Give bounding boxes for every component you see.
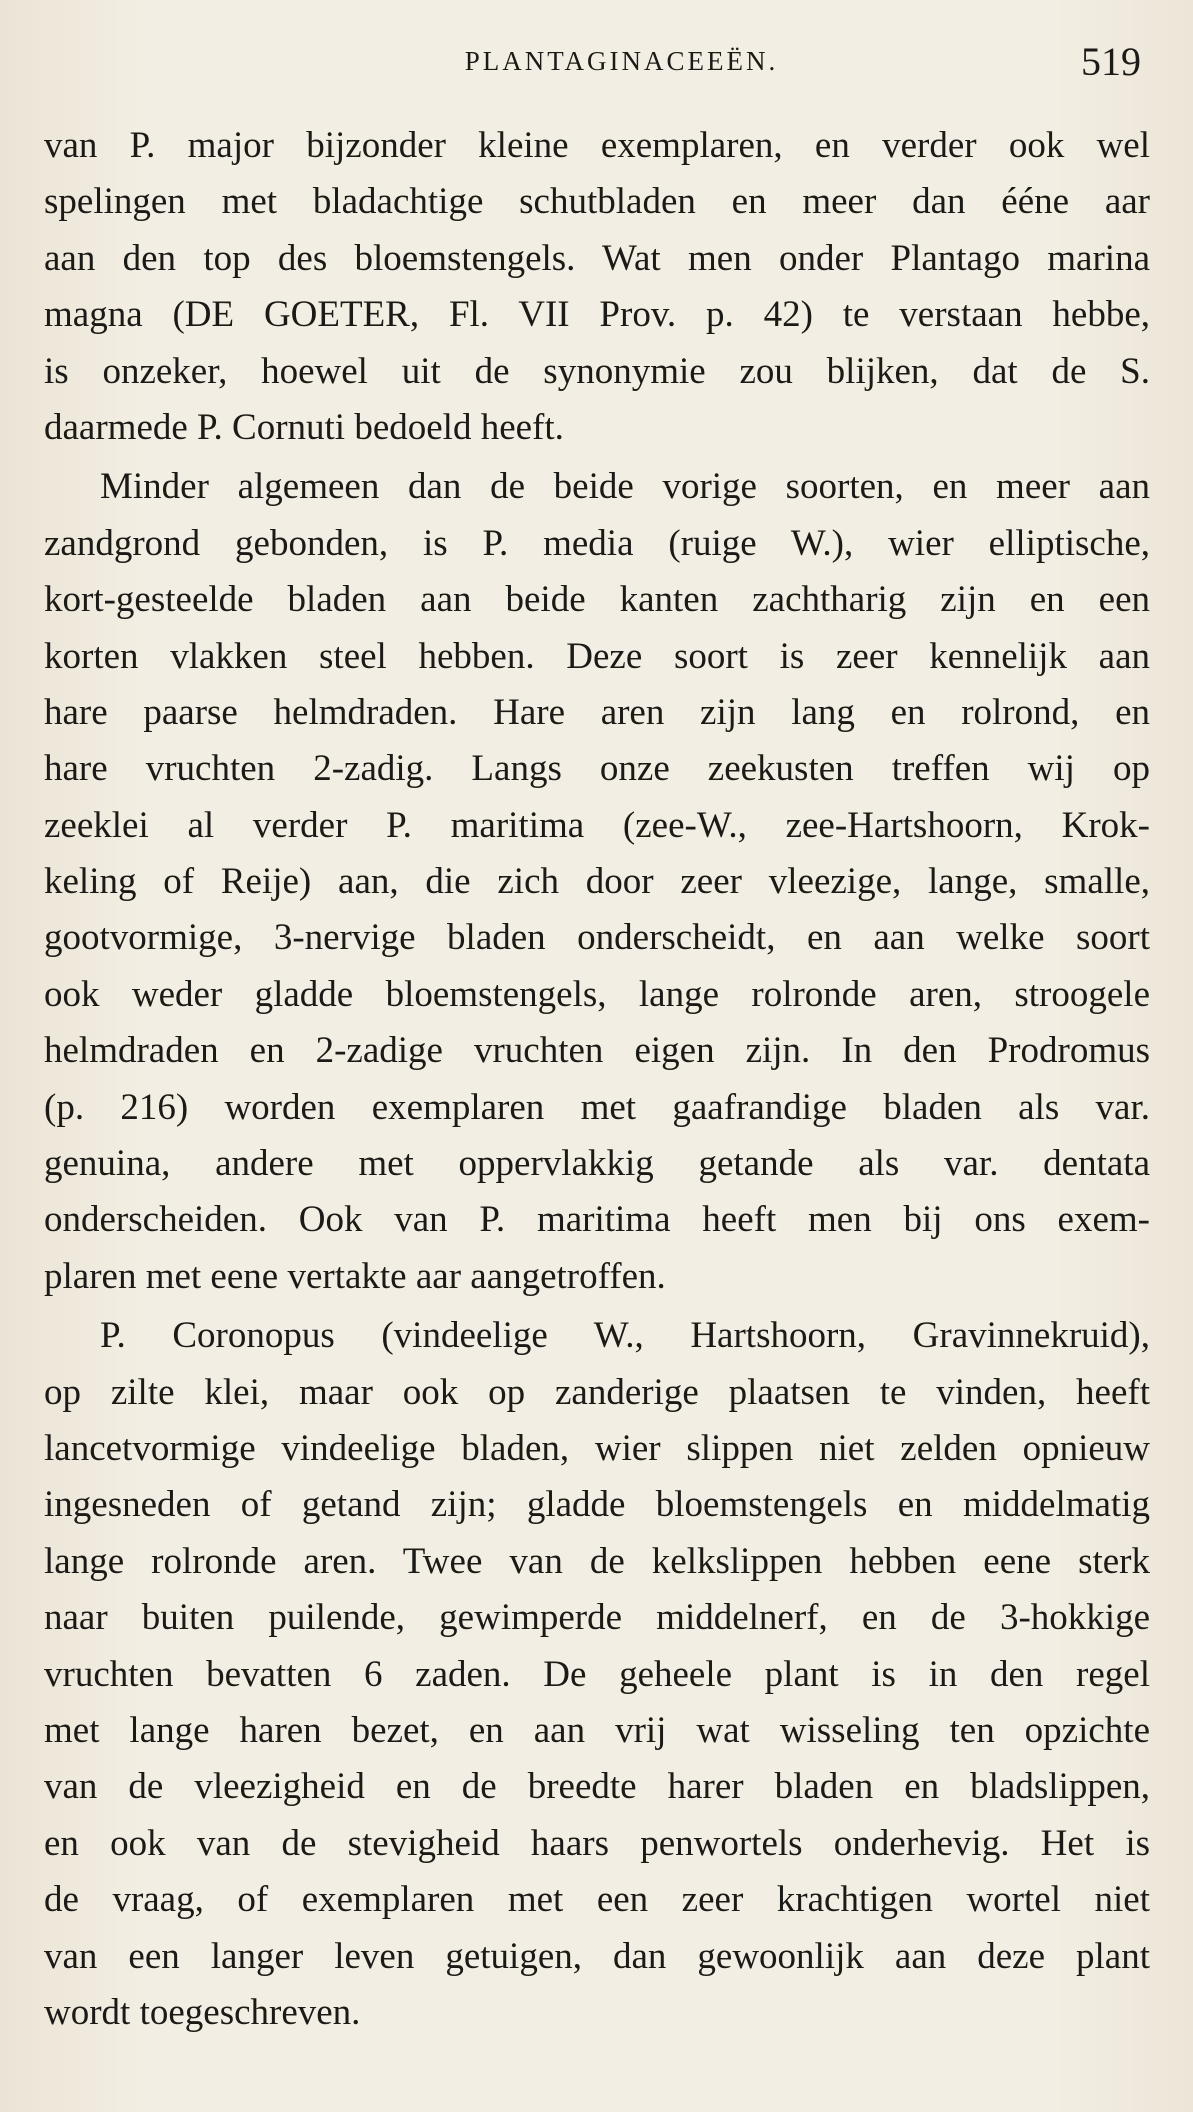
text-line: Minder algemeen dan de beide vorige soorten, en meer aan xyxy=(100,466,1150,508)
text-line: ook weder gladde bloemstengels, lange rolronde aren, stroogele xyxy=(44,973,1150,1015)
text-line: onderscheiden. Ook van P. maritima heeft men bij ons exem- xyxy=(44,1199,1150,1241)
text-line: korten vlakken steel hebben. Deze soort is zeer kennelijk aan xyxy=(44,635,1150,677)
text-line: aan den top des bloemstengels. Wat men onder Plantago marina xyxy=(44,237,1150,279)
text-line: wordt toegeschreven. xyxy=(44,1991,361,2033)
text-line: en ook van de stevigheid haars penwortels onderhevig. Het is xyxy=(44,1822,1150,1864)
body-text xyxy=(44,118,1150,2041)
text-line: lancetvormige vindeelige bladen, wier slippen niet zelden opnieuw xyxy=(44,1427,1150,1469)
text-line: genuina, andere met oppervlakkig getande als var. dentata xyxy=(44,1143,1150,1185)
page-header xyxy=(0,38,1193,88)
text-line: is onzeker, hoewel uit de synonymie zou blijken, dat de S. xyxy=(44,350,1150,392)
text-line: ingesneden of getand zijn; gladde bloemstengels en middelmatig xyxy=(44,1484,1150,1526)
text-line: van de vleezigheid en de breedte harer bladen en bladslippen, xyxy=(44,1766,1150,1808)
text-line: hare paarse helmdraden. Hare aren zijn lang en rolrond, en xyxy=(44,691,1150,733)
text-line: spelingen met bladachtige schutbladen en meer dan ééne aar xyxy=(44,181,1150,223)
text-line: magna (DE GOETER, Fl. VII Prov. p. 42) te verstaan hebbe, xyxy=(44,294,1150,336)
text-line: op zilte klei, maar ook op zanderige plaatsen te vinden, heeft xyxy=(44,1371,1150,1413)
text-line: van een langer leven getuigen, dan gewoonlijk aan deze plant xyxy=(44,1935,1150,1977)
text-line: daarmede P. Cornuti bedoeld heeft. xyxy=(44,406,564,448)
text-line: P. Coronopus (vindeelige W., Hartshoorn, Gravinnekruid), xyxy=(100,1315,1150,1357)
text-line: gootvormige, 3-nervige bladen onderscheidt, en aan welke soort xyxy=(44,917,1150,959)
text-line: vruchten bevatten 6 zaden. De geheele plant is in den regel xyxy=(44,1653,1150,1695)
text-line: van P. major bijzonder kleine exemplaren, en verder ook wel xyxy=(44,125,1150,166)
text-line: helmdraden en 2-zadige vruchten eigen zijn. In den Prodromus xyxy=(44,1030,1150,1072)
text-line: naar buiten puilende, gewimperde middelnerf, en de 3-hokkige xyxy=(44,1597,1150,1639)
text-line: zandgrond gebonden, is P. media (ruige W.), wier elliptische, xyxy=(44,522,1150,564)
text-line: met lange haren bezet, en aan vrij wat wisseling ten opzichte xyxy=(44,1709,1150,1751)
text-line: kort-gesteelde bladen aan beide kanten zachtharig zijn en een xyxy=(44,579,1150,621)
text-line: plaren met eene vertakte aar aangetroffen. xyxy=(44,1255,666,1297)
text-line: zeeklei al verder P. maritima (zee-W., zee-Hartshoorn, Krok- xyxy=(44,804,1150,846)
running-title: PLANTAGINACEEËN. xyxy=(464,46,779,76)
page-number: 519 xyxy=(1081,39,1141,84)
text-line: lange rolronde aren. Twee van de kelkslippen hebben eene sterk xyxy=(44,1540,1150,1582)
text-line: (p. 216) worden exemplaren met gaafrandige bladen als var. xyxy=(44,1086,1150,1128)
text-line: keling of Reije) aan, die zich door zeer vleezige, lange, smalle, xyxy=(44,861,1150,903)
text-line: hare vruchten 2-zadig. Langs onze zeekusten treffen wij op xyxy=(44,748,1150,790)
text-line: de vraag, of exemplaren met een zeer krachtigen wortel niet xyxy=(44,1879,1150,1921)
